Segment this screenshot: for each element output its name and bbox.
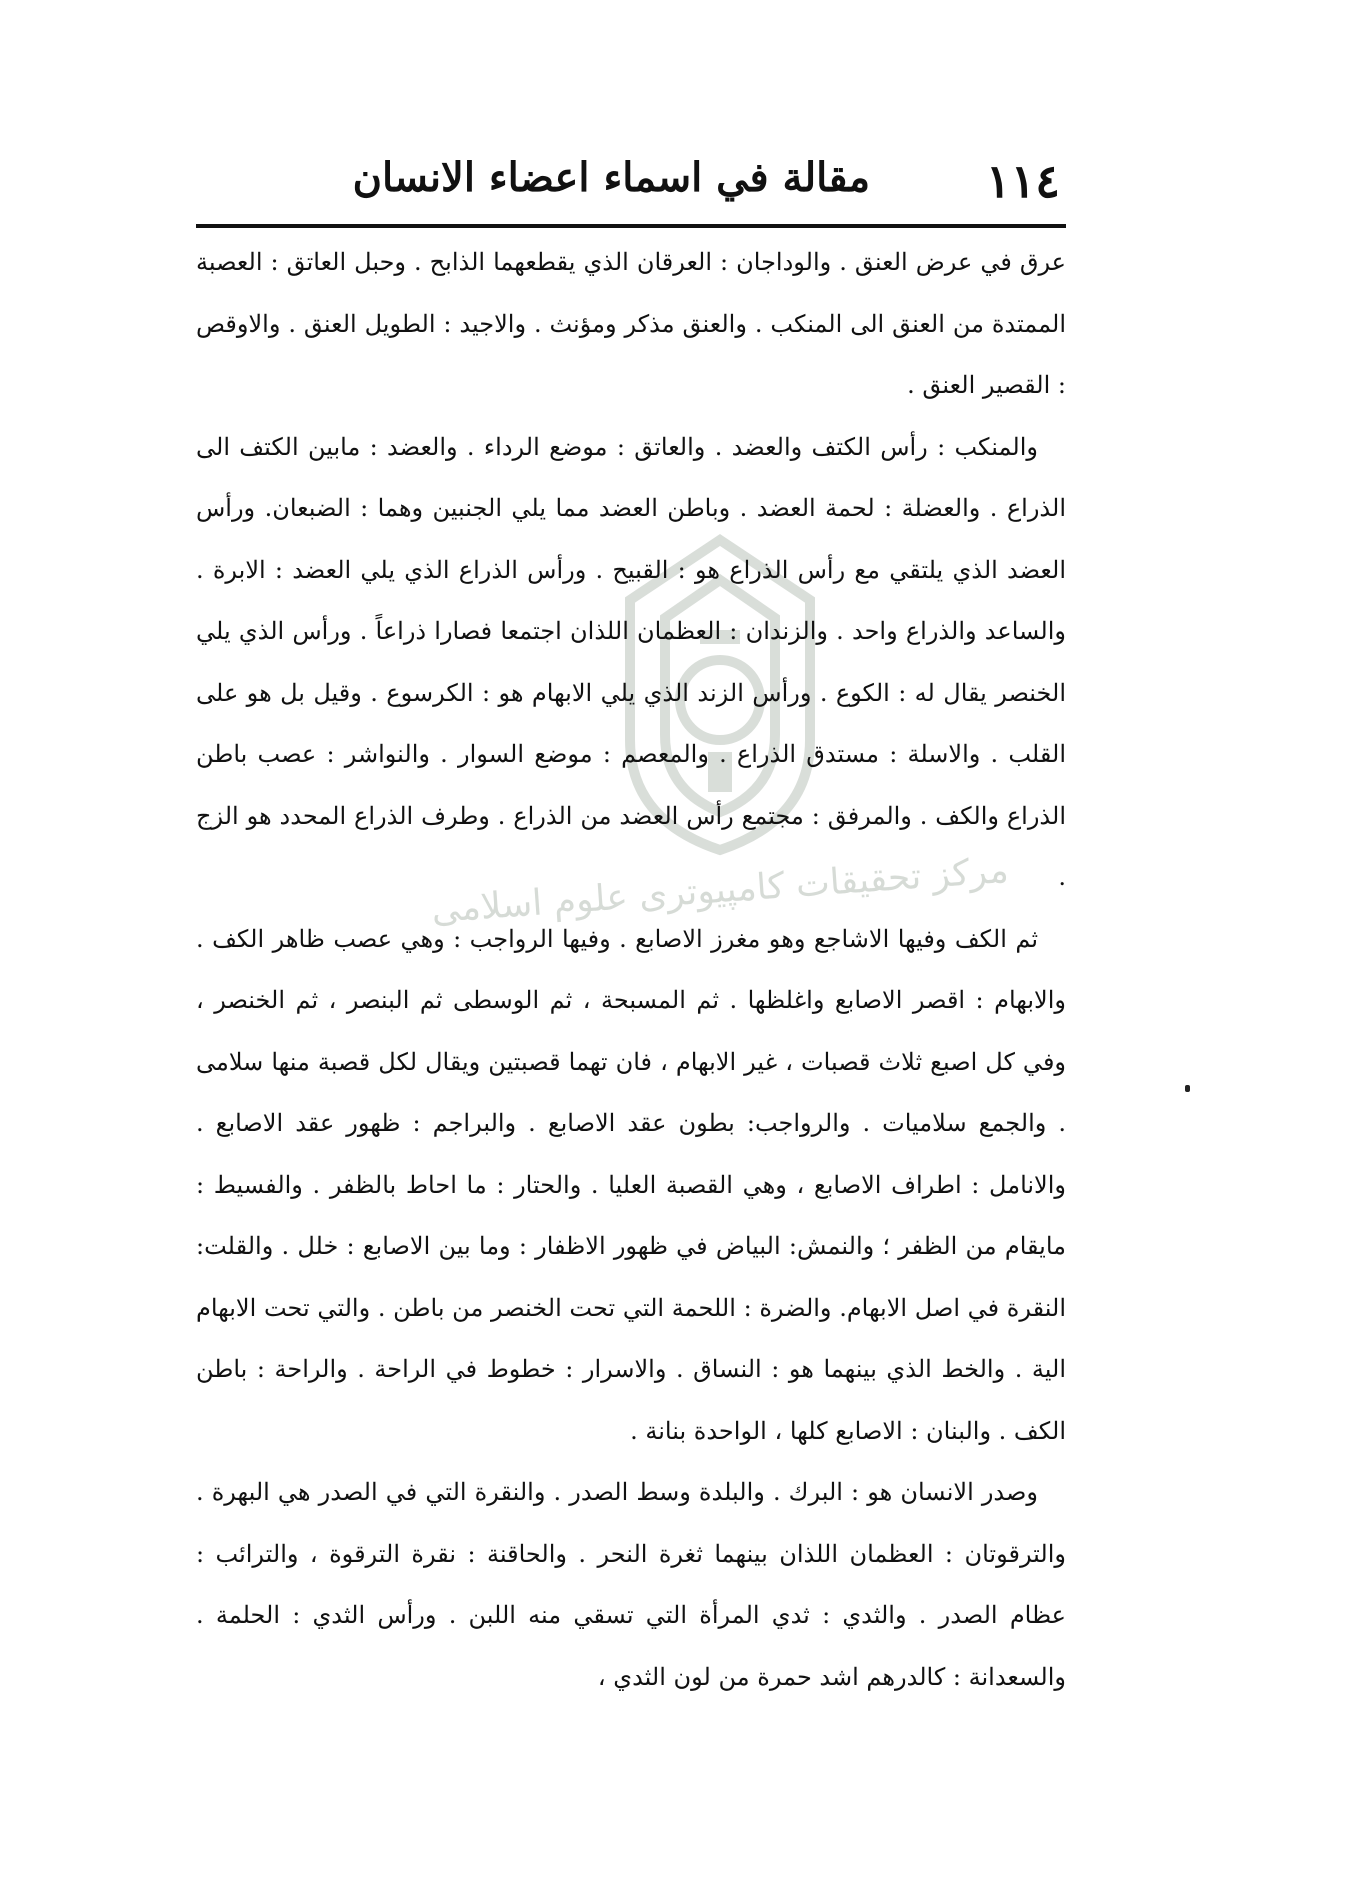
running-title: مقالة في اسماء اعضاء الانسان bbox=[352, 154, 870, 201]
header-rule bbox=[196, 224, 1066, 228]
page-number: ١١٤ bbox=[985, 154, 1060, 208]
paragraph-chest: وصدر الانسان هو : البرك . والبلدة وسط الصدر . والنقرة التي في الصدر هي البهرة . والترقوتان : العظمان اللذان بينهما ثغرة النحر . والحاقنة : نقرة الترقوة ، والترائب : عظام الصدر . والثدي : ثدي المرأة التي تسقي منه اللبن . ورأس الثدي : الحلمة . والسعدانة : كالدرهم اشد حمرة من لون الثدي ، bbox=[196, 1478, 1066, 1691]
page-header bbox=[200, 150, 1060, 216]
watermark-text: مرکز تحقیقات کامپیوتری علوم اسلامی bbox=[430, 849, 1010, 932]
paragraph-neck: عرق في عرض العنق . والوداجان : العرقان الذي يقطعهما الذابح . وحبل العاتق : العصبة الممتدة من العنق الى المنكب . والعنق مذكر ومؤنث . والاجيد : الطويل العنق . والاوقص : القصير العنق . bbox=[196, 248, 1067, 399]
paragraph-arm: والمنكب : رأس الكتف والعضد . والعاتق : موضع الرداء . والعضد : مابين الكتف الى الذراع . والعضلة : لحمة العضد . وباطن العضد مما يلي الجنبين وهما : الضبعان. ورأس العضد الذي يلتقي مع رأس الذراع هو : القبيح . ورأس الذراع الذي يلي العضد : الابرة . والساعد والذراع واحد . والزندان : العظمان اللذان اجتمعا فصارا ذراعاً . ورأس الذي يلي الخنصر يقال له : الكوع . ورأس الزند الذي يلي الابهام هو : الكرسوع . وقيل بل هو على القلب . والاسلة : مستدق الذراع . والمعصم : موضع السوار . والنواشر : عصب باطن الذراع والكف . والمرفق : مجتمع رأس العضد من الذراع . وطرف الذراع المحدد هو الزج . bbox=[196, 432, 1066, 891]
body-text bbox=[196, 232, 1066, 1708]
scan-speck bbox=[1185, 1085, 1190, 1092]
paragraph-hand: ثم الكف وفيها الاشاجع وهو مغرز الاصابع . وفيها الرواجب : وهي عصب ظاهر الكف . والابهام : اقصر الاصابع واغلظها . ثم المسبحة ، ثم الوسطى ثم البنصر ، ثم الخنصر ، وفي كل اصبع ثلاث قصبات ، غير الابهام ، فان تهما قصبتين ويقال لكل قصبة منها سلامى . والجمع سلاميات . والرواجب: بطون عقد الاصابع . والبراجم : ظهور عقد الاصابع . والانامل : اطراف الاصابع ، وهي القصبة العليا . والحتار : ما احاط بالظفر . والفسيط : مايقام من الظفر ؛ والنمش: البياض في ظهور الاظفار : وما بين الاصابع : خلل . والقلت: النقرة في اصل الابهام. والضرة : اللحمة التي تحت الخنصر من باطن . والتي تحت الابهام الية . والخط الذي بينهما هو : النساق . والاسرار : خطوط في الراحة . والراحة : باطن الكف . والبنان : الاصابع كلها ، الواحدة بنانة . bbox=[196, 924, 1066, 1445]
